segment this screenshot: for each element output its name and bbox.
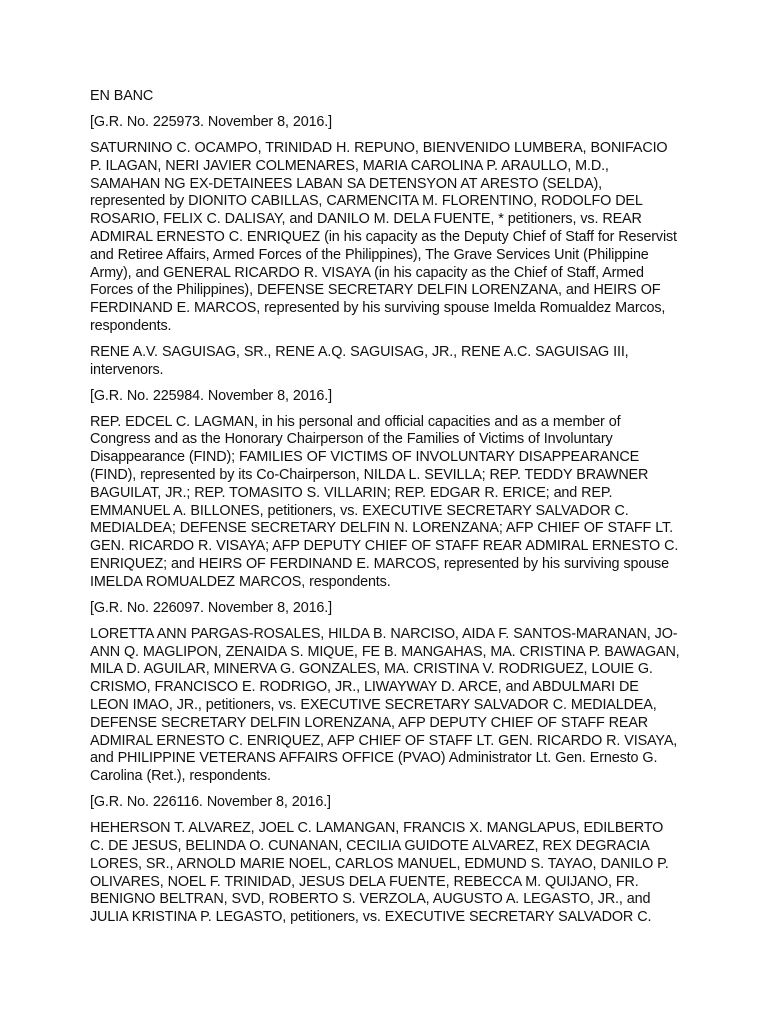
case-parties-1: SATURNINO C. OCAMPO, TRINIDAD H. REPUNO, BIENVENIDO LUMBERA, BONIFACIO P. ILAGAN, NERI JAVIER COLMENARES, MARIA CAROLINA P. ARAULLO, M.D., SAMAHAN NG EX-DETAINEES LABAN SA DETENSYON AT ARESTO (SELDA), represented by DIONITO CABILLAS, CARMENCITA M. FLORENTINO, RODOLFO DEL ROSARIO, FELIX C. DALISAY, and DANILO M. DELA FUENTE, * petitioners, vs. REAR ADMIRAL ERNESTO C. ENRIQUEZ (in his capacity as the Deputy Chief of Staff for Reservist and Retiree Affairs, Armed Forces of the Philippines), The Grave Services Unit (Philippine Army), and GENERAL RICARDO R. VISAYA (in his capacity as the Chief of Staff, Armed Forces of the Philippines), DEFENSE SECRETARY DELFIN LORENZANA, and HEIRS OF FERDINAND E. MARCOS, represented by his surviving spouse Imelda Romualdez Marcos, respondents.: [90, 139, 677, 334]
case-docket-4: [G.R. No. 226116. November 8, 2016.]: [90, 794, 331, 811]
case-docket-2: [G.R. No. 225984. November 8, 2016.]: [90, 387, 332, 404]
case-parties-3: LORETTA ANN PARGAS-ROSALES, HILDA B. NARCISO, AIDA F. SANTOS-MARANAN, JO-ANN Q. MAGLIPON, ZENAIDA S. MIQUE, FE B. MANGAHAS, MA. CRISTINA P. BAWAGAN, MILA D. AGUILAR, MINERVA G. GONZALES, MA. CRISTINA V. RODRIGUEZ, LOUIE G. CRISMO, FRANCISCO E. RODRIGO, JR., LIWAYWAY D. ARCE, and ABDULMARI DE LEON IMAO, JR., petitioners, vs. EXECUTIVE SECRETARY SALVADOR C. MEDIALDEA, DEFENSE SECRETARY DELFIN LORENZANA, AFP DEPUTY CHIEF OF STAFF REAR ADMIRAL ERNESTO C. ENRIQUEZ, AFP CHIEF OF STAFF LT. GEN. RICARDO R. VISAYA, and PHILIPPINE VETERANS AFFAIRS OFFICE (PVAO) Administrator Lt. Gen. Ernesto G. Carolina (Ret.), respondents.: [90, 625, 680, 785]
case-docket-3: [G.R. No. 226097. November 8, 2016.]: [90, 599, 332, 616]
case-parties-2: REP. EDCEL C. LAGMAN, in his personal and official capacities and as a member of Congress and as the Honorary Chairperson of the Families of Victims of Involuntary Disappearance (FIND); FAMILIES OF VICTIMS OF INVOLUNTARY DISAPPEARANCE (FIND), represented by its Co-Chairperson, NILDA L. SEVILLA; REP. TEDDY BRAWNER BAGUILAT, JR.; REP. TOMASITO S. VILLARIN; REP. EDGAR R. ERICE; and REP. EMMANUEL A. BILLONES, petitioners, vs. EXECUTIVE SECRETARY SALVADOR C. MEDIALDEA; DEFENSE SECRETARY DELFIN N. LORENZANA; AFP CHIEF OF STAFF LT. GEN. RICARDO R. VISAYA; AFP DEPUTY CHIEF OF STAFF REAR ADMIRAL ERNESTO C. ENRIQUEZ; and HEIRS OF FERDINAND E. MARCOS, represented by his surviving spouse IMELDA ROMUALDEZ MARCOS, respondents.: [90, 413, 679, 590]
court-division-heading: EN BANC: [90, 88, 154, 104]
case-docket-1: [G.R. No. 225973. November 8, 2016.]: [90, 113, 332, 130]
case-intervenors-1: RENE A.V. SAGUISAG, SR., RENE A.Q. SAGUISAG, JR., RENE A.C. SAGUISAG III, intervenors.: [90, 343, 629, 378]
document-body: [90, 88, 680, 935]
case-parties-4: HEHERSON T. ALVAREZ, JOEL C. LAMANGAN, FRANCIS X. MANGLAPUS, EDILBERTO C. DE JESUS, BELINDA O. CUNANAN, CECILIA GUIDOTE ALVAREZ, REX DEGRACIA LORES, SR., ARNOLD MARIE NOEL, CARLOS MANUEL, EDMUND S. TAYAO, DANILO P. OLIVARES, NOEL F. TRINIDAD, JESUS DELA FUENTE, REBECCA M. QUIJANO, FR. BENIGNO BELTRAN, SVD, ROBERTO S. VERZOLA, AUGUSTO A. LEGASTO, JR., and JULIA KRISTINA P. LEGASTO, petitioners, vs. EXECUTIVE SECRETARY SALVADOR C.: [90, 820, 669, 926]
